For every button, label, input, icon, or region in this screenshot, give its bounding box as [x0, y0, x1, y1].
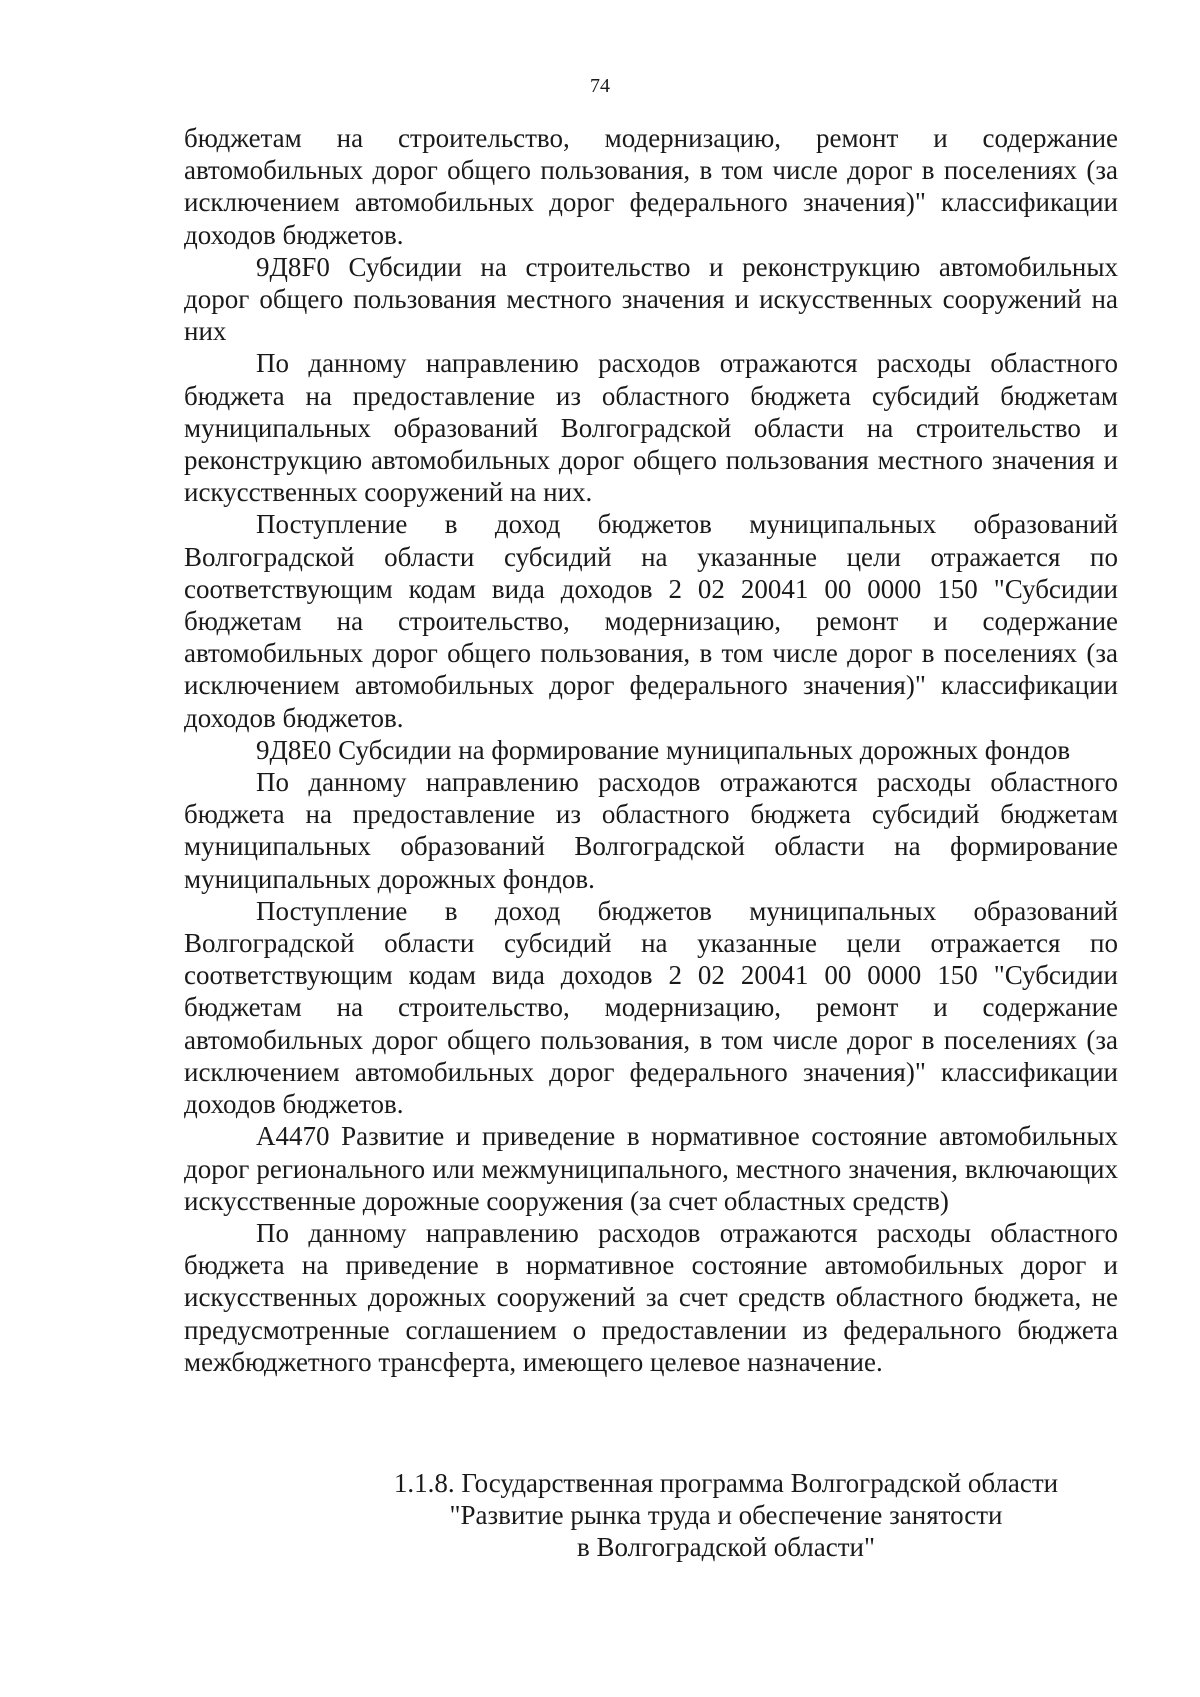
section-heading — [184, 1467, 1118, 1564]
paragraph-revenue-receipt: Поступление в доход бюджетов муниципальных образований Волгоградской области субсидий на указанные цели отражается по соответствующим кодам вида доходов 2 02 20041 00 0000 150 "Субсидии бюджетам на строительство, модернизацию, ремонт и содержание автомобильных дорог общего пользования, в том числе дорог в поселениях (за исключением автомобильных дорог федерального значения)" классификации доходов бюджетов. — [184, 895, 1118, 1120]
paragraph-expense-direction: По данному направлению расходов отражаются расходы областного бюджета на приведение в нормативное состояние автомобильных дорог и искусственных дорожных сооружений за счет средств областного бюджета, не предусмотренные соглашением о предоставлении из федерального бюджета межбюджетного трансферта, имеющего целевое назначение. — [184, 1217, 1118, 1377]
paragraph-expense-direction: По данному направлению расходов отражаются расходы областного бюджета на предоставление из областного бюджета субсидий бюджетам муниципальных образований Волгоградской области на формирование муниципальных дорожных фондов. — [184, 767, 1118, 894]
document-body — [184, 122, 1118, 1378]
section-heading-line: 1.1.8. Государственная программа Волгоградской области — [393, 1468, 1059, 1498]
paragraph-expense-direction: По данному направлению расходов отражаются расходы областного бюджета на предоставление из областного бюджета субсидий бюджетам муниципальных образований Волгоградской области на строительство и реконструкцию автомобильных дорог общего пользования местного значения и искусственных сооружений на них. — [184, 348, 1118, 508]
section-heading-line: "Развитие рынка труда и обеспечение занятости — [449, 1500, 1003, 1531]
code-heading-9d8e0: 9Д8Е0 Субсидии на формирование муниципальных дорожных фондов — [256, 734, 1071, 765]
section-heading-line: в Волгоградской области" — [576, 1532, 876, 1563]
code-heading-a4470: А4470 Развитие и приведение в нормативное состояние автомобильных дорог регионального или межмуниципального, местного значения, включающих искусственные дорожные сооружения (за счет областных средств) — [184, 1121, 1118, 1216]
paragraph-revenue-receipt: Поступление в доход бюджетов муниципальных образований Волгоградской области субсидий на указанные цели отражается по соответствующим кодам вида доходов 2 02 20041 00 0000 150 "Субсидии бюджетам на строительство, модернизацию, ремонт и содержание автомобильных дорог общего пользования, в том числе дорог в поселениях (за исключением автомобильных дорог федерального значения)" классификации доходов бюджетов. — [184, 509, 1118, 733]
page-number: 74 — [590, 75, 610, 97]
code-heading-9d8f0: 9Д8F0 Субсидии на строительство и реконструкцию автомобильных дорог общего пользования местного значения и искусственных сооружений на них — [184, 251, 1118, 347]
paragraph-continuation: бюджетам на строительство, модернизацию, ремонт и содержание автомобильных дорог общего пользования, в том числе дорог в поселениях (за исключением автомобильных дорог федерального значения)" классификации доходов бюджетов. — [184, 123, 1118, 250]
